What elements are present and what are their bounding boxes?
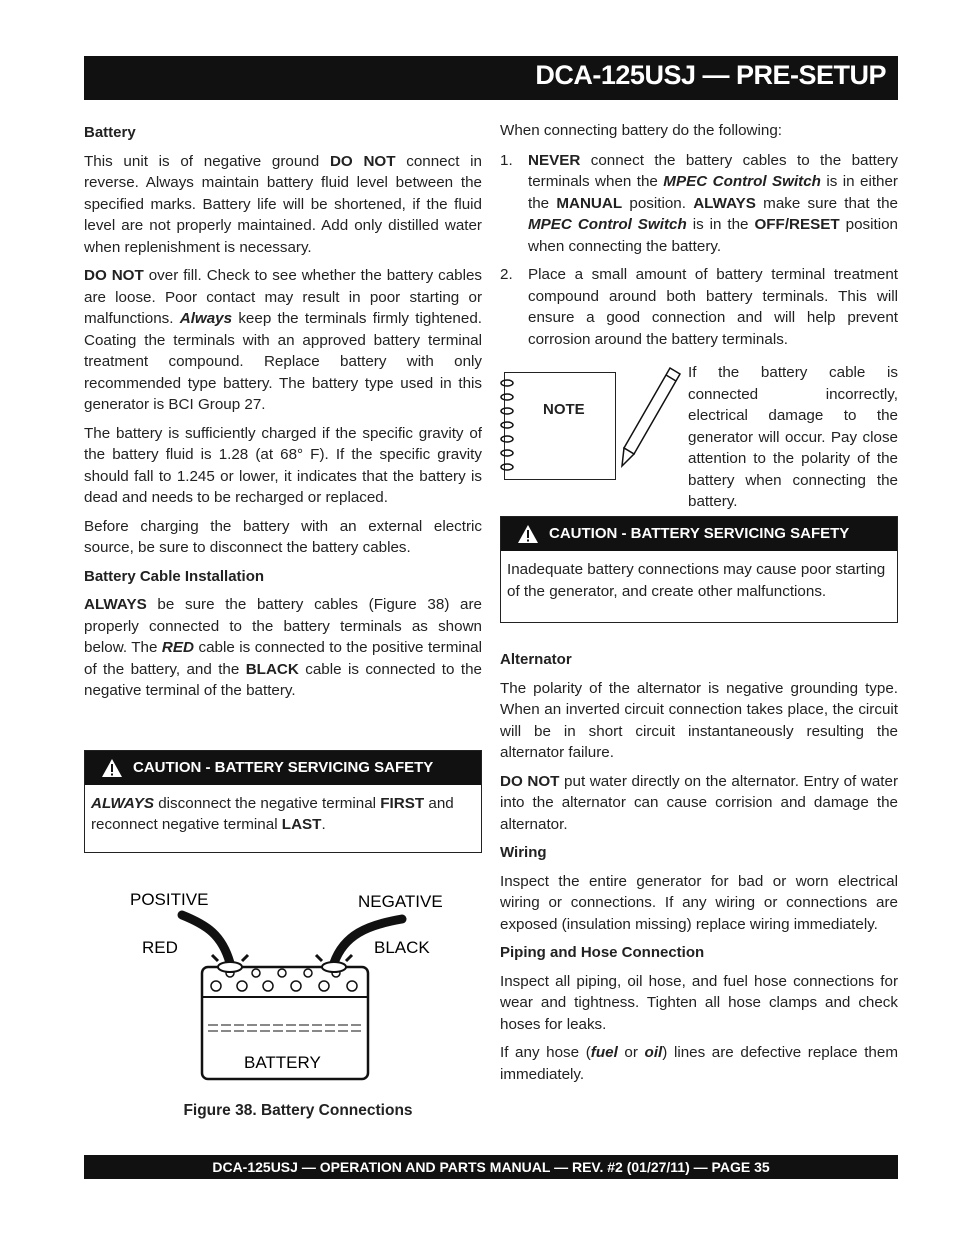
- caution-title-bar: [85, 751, 481, 785]
- piping-paragraph-2: [500, 1042, 898, 1085]
- step-1: [500, 150, 898, 258]
- page-title: DCA-125USJ — PRE-SETUP: [535, 60, 886, 90]
- emphasis-first: FIRST: [380, 794, 425, 812]
- notepad-spiral-icon: [497, 377, 517, 477]
- step-2: [500, 264, 898, 350]
- text-run: keep the terminals firmly tightened. Coating the terminals with an approved battery terminal treatment compound. Replace battery with only recommended type battery. The battery type used in this generator is BCI Group 27.: [84, 310, 482, 413]
- text-run: is in either the: [528, 173, 898, 212]
- text-run: If any hose (: [500, 1044, 591, 1061]
- caution-body: [85, 785, 481, 852]
- steps-list: [500, 150, 898, 351]
- text-run: make sure that the: [755, 194, 898, 212]
- note-block: [500, 362, 898, 512]
- text-run: cable is connected to the positive terminal of the battery, and the: [84, 639, 482, 678]
- text-run: disconnect the negative terminal: [154, 794, 381, 812]
- battery-paragraph-1: [84, 151, 482, 259]
- caution-box-left: [84, 750, 482, 853]
- emphasis-last: LAST: [281, 816, 322, 833]
- text-run: .: [321, 816, 326, 833]
- emphasis-manual: MANUAL: [556, 194, 623, 212]
- caution-title: CAUTION - BATTERY SERVICING SAFETY: [133, 758, 434, 776]
- emphasis-always: ALWAYS: [84, 596, 147, 613]
- emphasis-do-not: DO NOT: [329, 152, 396, 170]
- intro-text: When connecting battery do the following:: [500, 122, 782, 139]
- figure-caption: Figure 38. Battery Connections: [183, 1102, 413, 1119]
- warning-icon: [517, 524, 539, 544]
- text-run: connect in reverse. Always maintain battery fluid level between the specified marks. Battery life will be shortened, if the fluid level are not properly maintained. Add only distilled water when replenishment is necessary.: [84, 152, 482, 256]
- negative-label: NEGATIVE: [358, 892, 443, 911]
- step-number: 2.: [500, 266, 513, 283]
- emphasis-oil: oil: [644, 1044, 663, 1061]
- page-header-bar: [84, 56, 898, 100]
- black-label: BLACK: [374, 938, 430, 957]
- note-text: If the battery cable is connected incorrectly, electrical damage to the generator will occur. Pay close attention to the polarity of the battery when connecting the battery.: [688, 364, 898, 510]
- text-run: cable is connected to the negative terminal of the battery.: [84, 660, 482, 699]
- cable-paragraph: [84, 594, 482, 702]
- emphasis-always: Always: [179, 310, 233, 327]
- cable-installation-heading: Battery Cable Installation: [84, 567, 265, 585]
- text-run: over fill. Check to see whether the battery cables are loose. Poor contact may result in poor starting or malfunctions.: [84, 267, 482, 327]
- text-run: Place a small amount of battery terminal treatment compound around both battery terminals. This will ensure a good connection and will help prevent corrosion around the battery terminals.: [528, 266, 898, 348]
- piping-heading: Piping and Hose Connection: [500, 944, 705, 961]
- positive-cable: [182, 915, 230, 963]
- alternator-paragraph-1: The polarity of the alternator is negative grounding type. When an inverted circuit connection takes place, the circuit will be in short circuit instantaneously resulting the alternator failure.: [500, 679, 898, 761]
- step-number: 1.: [500, 151, 513, 169]
- emphasis-do-not: DO NOT: [500, 772, 560, 790]
- emphasis-always: ALWAYS: [693, 194, 756, 212]
- emphasis-switch: MPEC Control Switch: [663, 173, 821, 190]
- emphasis-always: ALWAYS: [91, 794, 155, 812]
- wiring-paragraph: Inspect the entire generator for bad or worn electrical wiring or connections. If any wiring or connections are exposed (insulation missing) replace wiring immediately.: [500, 872, 898, 933]
- text-run: put water directly on the alternator. Entry of water into the alternator can cause corrision and damage the alternator.: [500, 772, 899, 833]
- text-run: be sure the battery cables (Figure 38) are properly connected to the battery terminals as shown below. The: [84, 596, 482, 656]
- left-column: [84, 120, 482, 853]
- emphasis-do-not: DO NOT: [84, 267, 144, 284]
- caution-title-bar: [501, 517, 897, 551]
- text-run: position when connecting the battery.: [528, 216, 899, 255]
- battery-paragraph-4: Before charging the battery with an external electric source, be sure to disconnect the battery cables.: [84, 517, 482, 556]
- battery-label: BATTERY: [244, 1053, 321, 1072]
- emphasis-black: BLACK: [245, 660, 299, 678]
- text-run: is in the: [686, 216, 755, 233]
- emphasis-switch: MPEC Control Switch: [528, 216, 687, 233]
- text-run: or: [617, 1044, 645, 1061]
- battery-connections-figure: [112, 885, 452, 1085]
- note-notepad: [504, 372, 616, 480]
- alternator-paragraph-2: [500, 771, 898, 836]
- emphasis-fuel: fuel: [590, 1044, 618, 1061]
- wiring-heading: Wiring: [500, 844, 547, 861]
- page-footer: DCA-125USJ — OPERATION AND PARTS MANUAL — REV. #2 (01/27/11) — PAGE 35: [84, 1155, 898, 1179]
- caution-box-right: [500, 516, 898, 623]
- text-run: This unit is of negative ground: [84, 152, 330, 170]
- caution-title: CAUTION - BATTERY SERVICING SAFETY: [549, 525, 850, 543]
- battery-paragraph-2: [84, 265, 482, 416]
- note-label: NOTE: [543, 401, 585, 418]
- text-run: and reconnect negative terminal: [91, 794, 454, 833]
- text-run: connect the battery cables to the battery terminals when the: [528, 151, 898, 190]
- positive-label: POSITIVE: [130, 890, 209, 909]
- text-run: ) lines are defective replace them immediately.: [500, 1044, 898, 1083]
- battery-paragraph-3: The battery is sufficiently charged if the specific gravity of the battery fluid is 1.28 (at 68° F). If the specific gravity should fall to 1.245 or lower, it indicates that the battery is dead and needs to be recharged or replaced.: [84, 424, 482, 506]
- pencil-icon: [618, 362, 686, 472]
- alternator-heading: Alternator: [500, 651, 572, 668]
- emphasis-red: RED: [161, 639, 194, 656]
- red-label: RED: [142, 938, 178, 957]
- text-run: position.: [622, 194, 694, 212]
- caution-body: Inadequate battery connections may cause poor starting of the generator, and create other malfunctions.: [507, 561, 886, 600]
- battery-heading: Battery: [84, 124, 136, 141]
- right-column: [500, 120, 898, 1092]
- warning-icon: [101, 758, 123, 778]
- emphasis-off-reset: OFF/RESET: [754, 216, 840, 233]
- piping-paragraph-1: Inspect all piping, oil hose, and fuel hose connections for wear and tightness. Tighten all hose clamps and check hoses for leaks.: [500, 972, 898, 1033]
- emphasis-never: NEVER: [528, 151, 581, 169]
